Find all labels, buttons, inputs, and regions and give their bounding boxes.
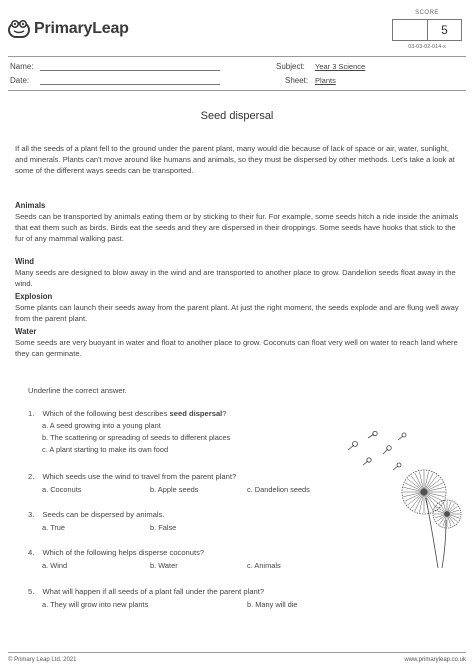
dandelion-seed-ray xyxy=(439,503,447,514)
header-divider-bottom xyxy=(8,90,466,91)
question-text: Seeds can be dispersed by animals. xyxy=(42,510,165,519)
intro-paragraph: If all the seeds of a plant fell to the ground under the parent plant, many would die because of lack of space or air, water, sunlight, and minerals. Plants can't move around like humans and animals, so they must be dispersed by other methods. Let's take a look at some of the different ways seeds can be transported. xyxy=(15,144,455,176)
sheet-value: Plants xyxy=(315,76,336,85)
section-heading-water: Water xyxy=(15,327,37,336)
q1-option-a[interactable]: a. A seed growing into a young plant xyxy=(42,421,161,430)
date-field[interactable] xyxy=(40,75,220,85)
score-empty-cell xyxy=(392,19,427,41)
section-text-water: Some seeds are very buoyant in water and float to another place to grow. Coconuts can float very well on water to reach land where they can germinate. xyxy=(15,338,458,359)
dandelion-seed-ray xyxy=(447,506,458,514)
question-text: Which seeds use the wind to travel from the parent plant? xyxy=(42,472,237,481)
footer-divider xyxy=(8,652,466,653)
q4-option-c[interactable]: c. Animals xyxy=(247,561,281,570)
subject-value: Year 3 Science xyxy=(315,62,366,71)
page-title: Seed dispersal xyxy=(200,110,274,122)
question-number: 5. xyxy=(28,587,35,596)
question-1 xyxy=(28,409,227,418)
score-box xyxy=(392,19,462,41)
question-text-end: ? xyxy=(222,409,227,418)
q5-option-b[interactable]: b. Many will die xyxy=(247,600,298,609)
question-bold-term: seed dispersal xyxy=(169,409,223,418)
q1-option-b[interactable]: b. The scattering or spreading of seeds to different places xyxy=(42,433,231,442)
dandelion-seed-ray xyxy=(436,506,447,514)
dandelion-seed-ray xyxy=(436,514,447,522)
question-4 xyxy=(28,548,204,557)
section-heading-animals: Animals xyxy=(15,201,46,210)
dandelion-seed-ray xyxy=(447,514,458,522)
document-code: 03-03-02-014-s xyxy=(408,44,446,50)
instruction: Underline the correct answer. xyxy=(28,386,127,395)
dandelion-seed-ray xyxy=(447,514,455,525)
score-value: 5 xyxy=(427,19,462,41)
question-2 xyxy=(28,472,236,481)
dandelion-illustration xyxy=(338,430,468,570)
section-text-explosion: Some plants can launch their seeds away from the parent plant. At just the right moment, the seeds explode and are flung well away from the parent plant. xyxy=(15,303,459,324)
subject-label: Subject: xyxy=(276,62,305,71)
q2-option-b[interactable]: b. Apple seeds xyxy=(150,485,199,494)
frog-logo-icon xyxy=(8,20,30,38)
section-text-wind: Many seeds are designed to blow away in the wind and are transported to another place to grow. Dandelion seeds float away in the wind. xyxy=(15,268,456,289)
logo-text: PrimaryLeap xyxy=(34,20,129,37)
question-number: 4. xyxy=(28,548,35,557)
question-text: Which of the following helps disperse coconuts? xyxy=(42,548,205,557)
section-heading-explosion: Explosion xyxy=(15,292,53,301)
question-5 xyxy=(28,587,264,596)
question-text: Which of the following best describes xyxy=(42,409,170,418)
date-label: Date: xyxy=(10,76,30,85)
q5-option-a[interactable]: a. They will grow into new plants xyxy=(42,600,149,609)
dandelion-seed-ray xyxy=(447,503,455,514)
q2-option-c[interactable]: c. Dandelion seeds xyxy=(247,485,310,494)
sheet-label: Sheet: xyxy=(285,76,309,85)
section-heading-wind: Wind xyxy=(15,257,34,266)
section-text-animals: Seeds can be transported by animals eating them or by sticking to their fur. For example, some seeds hitch a ride inside the animals that eat them such as birds. Birds eat the seeds and they are dispersed in their droppings. Some seeds have hooks that stick to the fur of any mammal walking past. xyxy=(15,212,459,244)
q3-option-b[interactable]: b. False xyxy=(150,523,177,532)
name-label: Name: xyxy=(10,62,34,71)
q3-option-a[interactable]: a. True xyxy=(42,523,66,532)
score-label: SCORE xyxy=(415,10,439,16)
q2-option-a[interactable]: a. Coconuts xyxy=(42,485,82,494)
floating-seed-icon xyxy=(348,431,406,470)
question-text: What will happen if all seeds of a plant fall under the parent plant? xyxy=(42,587,265,596)
q4-option-a[interactable]: a. Wind xyxy=(42,561,68,570)
name-field[interactable] xyxy=(40,61,220,71)
q1-option-c[interactable]: c. A plant starting to make its own food xyxy=(42,445,169,454)
question-number: 3. xyxy=(28,510,35,519)
header-divider-top xyxy=(8,56,466,57)
question-number: 2. xyxy=(28,472,35,481)
website-link[interactable]: www.primaryleap.co.uk xyxy=(404,657,466,663)
q4-option-b[interactable]: b. Water xyxy=(150,561,178,570)
question-number: 1. xyxy=(28,409,35,418)
question-3 xyxy=(28,510,164,519)
copyright: © Primary Leap Ltd. 2021 xyxy=(8,657,77,663)
primaryleap-logo xyxy=(8,20,129,38)
